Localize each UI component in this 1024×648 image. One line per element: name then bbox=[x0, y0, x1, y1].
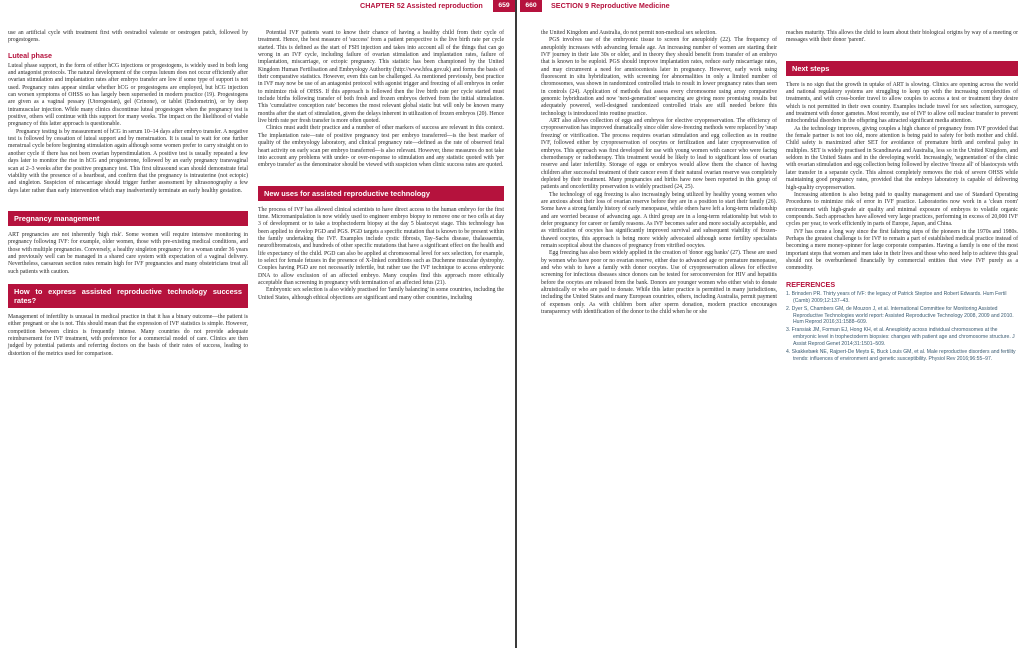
running-head-right: SECTION 9 Reproductive Medicine bbox=[551, 1, 670, 10]
reference-item bbox=[786, 349, 1018, 362]
reference-number: 4. bbox=[786, 349, 792, 356]
reference-item bbox=[786, 291, 1018, 304]
paragraph: The technology of egg freezing is also increasingly being utilized by healthy young women who are anxious about their loss of ovarian reserve before they are in a position to start their family (26). Some have a strong family history of early menopause, while others have left a long-term relationship and are worried because of advancing age. A third group are in a long-term relationship but wish to defer pregnancy for career or family reasons. As IVF becomes safer and more socially acceptable, and as vitrification of oocytes has significantly improved survival and subsequent viability of frozen-thawed oocytes, this approach is being more widely advocated although some fertility specialists remain sceptical about the chances of pregnancy from vitrified oocytes. bbox=[541, 191, 777, 249]
paragraph: The process of IVF has allowed clinical scientists to have direct access to the human embryo for the first time. Micromanipulation is now widely used to engineer embryo biopsy to remove one or two cells at day 3 of development or to take a trophectoderm biopsy at the day 5 blastocyst stage. This technology has been applied to develop PGD and PGS. PGD targets a specific mutation that is known to be present within the family undertaking the IVF. Examples include cystic fibrosis, Tay–Sachs disease, thalassaemia, neurofibromatosis, and hundreds of other specific mutations that have a significant effect on the health and life expectancy of the child. PGD can also be applied at chromosomal level for sex selection, for example, to select for female fetuses in the presence of X-linked conditions such as Duchenne muscular dystrophy. Couples having PGD are not necessarily infertile, but rather use the IVF technique to access embryonic DNA to allow exclusion of an affected embryo. Many couples find this approach more ethically acceptable than screening in pregnancy with termination of an affected fetus (21). bbox=[258, 206, 504, 286]
paragraph: Clinics must audit their practice and a number of other markers of success are relevant in this context. The implantation rate—rate of positive pregnancy test per embryo transferred—is the best marker of quality of the embryology laboratory, and clinical pregnancy rate—defined as the rate of observed fetal heart activity on early scan per embryo transferred—is also relevant. However, these measures do not take into account any problems with under- or over-response to stimulation and any statistic quoted with 'per embryo transfer' as the denominator should be viewed with suspicion when clinic success rates are quoted. bbox=[258, 125, 504, 169]
reference-text: Skakkebæk NE, Rajpert-De Meyts E, Buck Louis GM, et al. Male reproductive disorders and fertility trends: influences of environment and genetic susceptibility. Physiol Rev 2016;96:55–97. bbox=[791, 349, 1016, 362]
paragraph: PGS involves use of the embryonic tissue to screen for aneuploidy (22). The frequency of aneuploidy increases with advancing female age. An increasing number of women are starting their IVF journey in their late 30s or older, and in theory they should benefit from transfer of an embryo that is known to be euploid. PGS should improve implantation rates, reduce early miscarriage rates, and may circumvent a need for amniocentesis later in pregnancy. However, early work using fluorescent in situ hybridization, with screening for abnormalities in only a limited number of chromosomes, was shown in randomized controlled trials to result in lower pregnancy rates than seen in controls (24). Application of methods that assess every chromosome using array comparative genomic hybridization and now 'next-generation' sequencing are giving more promising results but adequately powered, well-designed randomized controlled trials are still needed before this technology is introduced into routine practice. bbox=[541, 37, 777, 117]
paragraph: Luteal phase support, in the form of either hCG injections or progestogens, is widely used in both long and antagonist protocols. The natural development of the corpus luteum does not occur efficiently after ovarian stimulation and implantation rates after embryo transfer are low if some type of support is not used. Pregnancy rates appear similar whether hCG or progestogens are employed, but hCG injection can worsen symptoms of OHSS so has largely been superseded in modern practice (19). Progestogens are given as a vaginal pessary (Utorogestan), gel (Crinone), or tablet (Endometrin), or by deep intramuscular injection. While many clinics discontinue luteal progestogen when the pregnancy test is positive, others will continue with this support for many weeks. The impact on the likelihood of viable pregnancy of this latter approach is questionable. bbox=[8, 62, 248, 128]
reference-number: 2. bbox=[786, 305, 792, 312]
paragraph: As the technology improves, giving couples a high chance of pregnancy from IVF provided that the female partner is not too old, more attention is being paid to safety for both mother and child. Child safety is maximized after SET for avoidance of premature birth and cerebral palsy in multiples. SET is widely practised in Scandinavia and Australia, less so in the United Kingdom, and seldom in the United States and in the developing world. Increasingly, 'segmentation' of the clinic with ovarian stimulation and egg collection being followed by elective 'freeze all' of blastocysts with later transfer in a separate cycle. This almost completely removes the risk of severe OHSS while maintaining good pregnancy rates, provided that the embryo laboratory is capable of delivering high-quality cryopreservation. bbox=[786, 125, 1018, 191]
references-heading: REFERENCES bbox=[786, 279, 836, 289]
paragraph: ART also allows collection of eggs and embryos for elective cryopreservation. The efficiency of cryopreservation has improved dramatically since older slow-freezing methods were replaced by 'snap freezing' or vitrification. The process requires ovarian stimulation and egg collection as in routine IVF, followed either by cryopreservation of oocytes or fertilization and later cryopreservation of embryos. This approach was first developed for use with young women with cancer who were facing chemotherapy or radiotherapy. This treatment would be likely to lead to significant loss of ovarian reserve and later infertility. Storage of eggs or embryos would allow them the chance of having children after successful treatment of their cancer even if their natural ovarian reserve was completely depleted by their treatment. Many pregnancies and births have now been reported in this group of patients and oncofertility preservation is widely practised (24, 25). bbox=[541, 118, 777, 191]
paragraph: There is no sign that the growth in uptake of ART is slowing. Clinics are opening across the world and national regulatory systems are struggling to keep up with the increasing complexities of treatments, and with cross-border travel to allow couples to access a test or treatment they desire which is not permitted in their own country. Examples include travel for sex selection, surrogacy, and treatment with donor gametes. Most recently, use of IVF to allow cell nuclear transfer to prevent mitochondrial disorders in the offspring has attracted significant media attention. bbox=[786, 81, 1018, 125]
section-heading-success-rates: How to express assisted reproductive technology success rates? bbox=[8, 284, 248, 308]
paragraph: Embryonic sex selection is also widely practised for 'family balancing' in some countries, including the United States, although ethical objections are significant and many other countries, including bbox=[258, 287, 504, 301]
paragraph: Potential IVF patients want to know their chance of having a healthy child from their cycle of treatment. Hence, the best measure of 'success' from a patient perspective is the live birth rate per cycle started. This is defined as the start of FSH injection and takes into account all of the things that can go wrong in an IVF cycle, including failure of ovarian stimulation and implantation rates, failure of implantation, miscarriage, or ectopic pregnancy. This statistic has been championed by the United Kingdom Human Fertilisation and Embryology Authority (http://www.hfea.gov.uk) and forms the basis of their comparative statistics. However, even this can be challenged. As mentioned previously, best practice in IVF may now be use of an antagonist protocol with agonist trigger and freezing of all embryos in order to minimize risk of OHSS. If this approach is followed then the live birth rate per cycle started must include births following transfer of both fresh and frozen embryos derived from the initial stimulation. This 'cumulative conception rate' becomes the most relevant global static but will only be known many months after the start of stimulation, given the delays inherent in utilization of frozen embryos (20). Hence live birth rate per fresh transfer is more often quoted. bbox=[258, 30, 504, 125]
paragraph: use an artificial cycle with treatment first with oestradiol valerate or oestrogen patch, followed by progestogens. bbox=[8, 30, 248, 44]
left-column-1 bbox=[8, 30, 248, 358]
paragraph: IVF has come a long way since the first faltering steps of the pioneers in the 1970s and 1980s. Perhaps the greatest challenge is for IVF to remain a part of established medical practice instead of becoming a mere money-spinner for large corporate companies. Having a family is one of the most important steps that women and men take in their lives and those who need help to achieve this goal should not be overburdened financially by commercial entities that view IVF purely as a commodity. bbox=[786, 228, 1018, 272]
page-number-left: 659 bbox=[493, 0, 515, 12]
right-page bbox=[517, 0, 1024, 648]
section-heading-new-uses: New uses for assisted reproductive technology bbox=[258, 186, 504, 201]
references-list bbox=[786, 291, 1018, 363]
left-column-2 bbox=[258, 30, 504, 302]
reference-number: 1. bbox=[786, 290, 792, 297]
reference-number: 3. bbox=[786, 327, 792, 334]
page-number-right: 660 bbox=[520, 0, 542, 12]
section-heading-next-steps: Next steps bbox=[786, 61, 1018, 76]
running-head-left: CHAPTER 52 Assisted reproduction bbox=[360, 1, 483, 10]
reference-item bbox=[786, 327, 1018, 347]
paragraph: Management of infertility is unusual in medical practice in that it has a binary outcome—the patient is either pregnant or she is not. This should mean that the expression of IVF statistics is simple. However, competition between clinics is frequently intense. Many countries do not provide adequate reimbursement for IVF treatment, with preference for a commercial model of care. Clinics are then judged by potential patients and referring doctors on the basis of their rates of success, leading to distortion of the metrics used for comparison. bbox=[8, 313, 248, 357]
paragraph: ART pregnancies are not inherently 'high risk'. Some women will require intensive monitoring in pregnancy following IVF: for example, older women, those with pre-existing medical conditions, and those with multiple pregnancies. Conversely, a healthy singleton pregnancy for a woman under 36 years and previously well can be managed in a shared care system with expectation of a vaginal delivery. Nevertheless, caesarean section rates remain high for IVF pregnancies and many obstetricians treat all such patients with caution. bbox=[8, 231, 248, 275]
paragraph: Egg freezing has also been widely applied in the creation of 'donor egg banks' (27). These are used by women who have poor or no ovarian reserve, either due to advanced age or premature menopause, and who wish to have a family with donor oocytes. Use of cryopreservation allows for effective screening for infectious diseases since donors can be tested for seroconversion for HIV and hepatitis before the oocytes are released from the bank. Donors are younger women who either wish to donate altruistically or who are paid to donate. While this latter practice is permitted in many jurisdictions, including the United States and many European countries, others, including Australia, permit payment of expenses only. As with children born after sperm donation, modern practice encourages transparency with identification of the donor to the child when he or she bbox=[541, 250, 777, 316]
section-heading-pregnancy-management: Pregnancy management bbox=[8, 211, 248, 226]
section-heading-luteal-phase: Luteal phase bbox=[8, 50, 52, 60]
reference-item bbox=[786, 306, 1018, 326]
reference-text: Dyer S, Chambers GM, de Mouzon J, et al. International Committee for Monitoring Assisted Reproductive Technologies world report: Assisted Reproductive Technology 2008, 2009 and 2010. Hum Reprod 2016;31:1588–609. bbox=[791, 305, 1014, 326]
paragraph: reaches maturity. This allows the child to learn about their biological origins by way of a meeting or messages with their donor 'parent'. bbox=[786, 30, 1018, 44]
paragraph: the United Kingdom and Australia, do not permit non-medical sex selection. bbox=[541, 30, 717, 36]
reference-text: Fransiak JM, Forman EJ, Hong KH, et al. Aneuploidy across individual chromosomes at the embryonic level in trophectoderm biopsies: changes with patient age and chromosome structure. J Assist Reprod Genet 2014;31:1501–509. bbox=[791, 327, 1015, 347]
right-column-2 bbox=[786, 30, 1018, 364]
paragraph: Increasing attention is also being paid to quality management and use of Standard Operating Procedures to minimize risk of error in IVF practice. Laboratories now work in a 'clean room' environment with high-grade air quality and minimal exposure of embryos to volatile organic compounds. Such approaches have allowed very large practices, performing in excess of 20,000 IVF cycles per year, to work efficiently in parts of Europe, Japan, and China. bbox=[786, 191, 1018, 228]
right-column-1 bbox=[541, 30, 777, 316]
reference-text: Brinsden PR. Thirty years of IVF: the legacy of Patrick Steptoe and Robert Edwards. Hum Fertil (Camb) 2009;12:137–43. bbox=[791, 290, 1007, 304]
paragraph: Pregnancy testing is by measurement of hCG in serum 10–14 days after embryo transfer. A negative test is followed by cessation of luteal support and by menstruation. It is usual to wait for one further menstrual cycle before beginning stimulation again although some women prefer to carry straight on to another cycle if there has not been ovarian hyperstimulation. A positive test is usually repeated a few days later to monitor the rise in hCG and progesterone, followed by an early pregnancy transvaginal scan at 2–3 weeks after the positive pregnancy test. This first ultrasound scan should demonstrate fetal viability with the presence of a heartbeat, and confirm that the pregnancy is intrauterine (not ectopic) and singleton. Suspicion of miscarriage should trigger further assessment by ultrasonography a few days later rather than early intervention which may inadvertently terminate an early healthy gestation. bbox=[8, 128, 248, 194]
